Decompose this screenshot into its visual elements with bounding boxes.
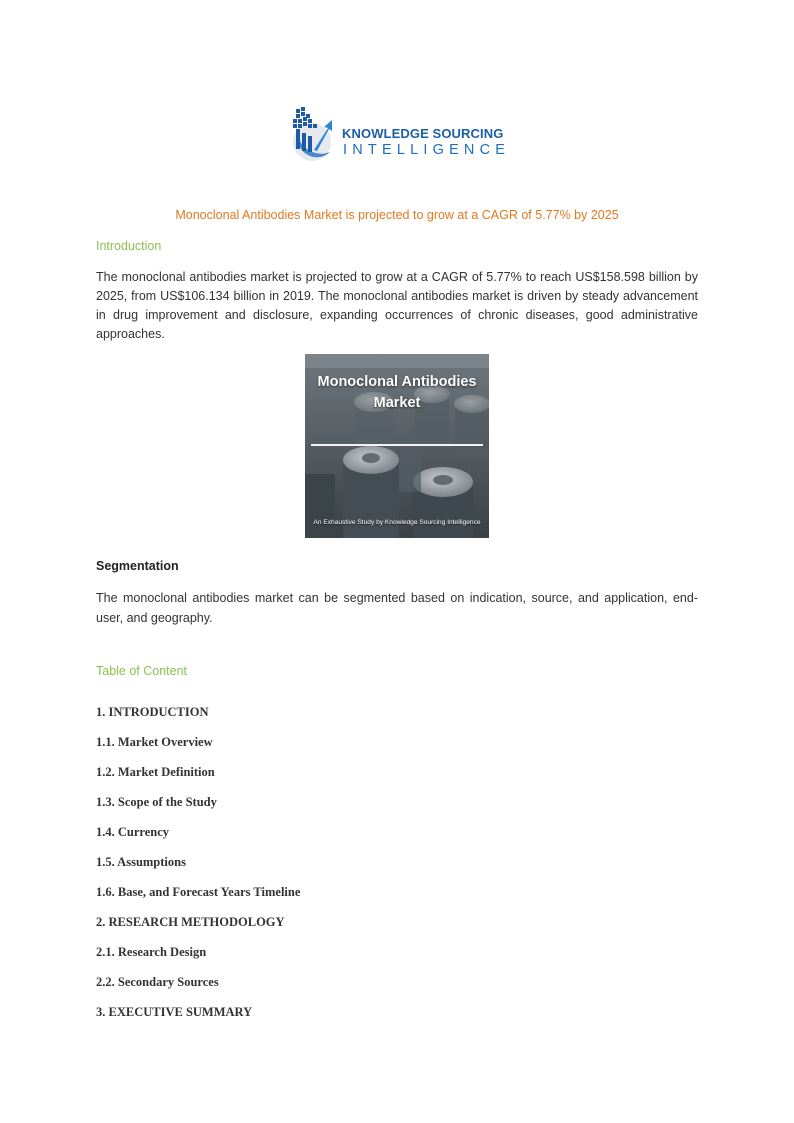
toc-item: 2. RESEARCH METHODOLOGY [96, 915, 285, 929]
toc-item: 1.2. Market Definition [96, 765, 215, 779]
segmentation-heading: Segmentation [96, 559, 179, 573]
toc-item: 1.1. Market Overview [96, 735, 213, 749]
introduction-heading: Introduction [96, 239, 162, 253]
toc-item: 1. INTRODUCTION [96, 705, 209, 719]
cover-image-subtitle: An Exhaustive Study by Knowledge Sourcing Intelligence [313, 519, 481, 526]
cover-image-title: Monoclonal Antibodies Market [317, 374, 477, 411]
logo-emblem-icon [290, 106, 340, 166]
table-of-content-list [96, 704, 300, 1034]
introduction-paragraph: The monoclonal antibodies market is projected to grow at a CAGR of 5.77% to reach US$158.598 billion by 2025, from US$106.134 billion in 2019. The monoclonal antibodies market is driven by steady advancement in drug improvement and disclosure, expanding occurrences of chronic diseases, good administrative approaches. [96, 270, 698, 341]
logo-text-knowledge-sourcing: KNOWLEDGE SOURCING [342, 126, 504, 141]
company-logo [290, 106, 510, 166]
toc-item: 1.5. Assumptions [96, 855, 186, 869]
logo-text-intelligence: INTELLIGENCE [343, 142, 511, 158]
document-title: Monoclonal Antibodies Market is projected to grow at a CAGR of 5.77% by 2025 [175, 208, 619, 222]
toc-item: 1.3. Scope of the Study [96, 795, 217, 809]
table-of-content-heading: Table of Content [96, 664, 188, 678]
segmentation-paragraph: The monoclonal antibodies market can be segmented based on indication, source, and application, end-user, and geography. [96, 591, 698, 625]
toc-item: 3. EXECUTIVE SUMMARY [96, 1005, 253, 1019]
toc-item: 1.6. Base, and Forecast Years Timeline [96, 885, 301, 899]
toc-item: 2.1. Research Design [96, 945, 207, 959]
toc-item: 2.2. Secondary Sources [96, 975, 219, 989]
market-report-cover-image [305, 354, 489, 538]
cover-image-divider [311, 444, 483, 446]
toc-item: 1.4. Currency [96, 825, 170, 839]
